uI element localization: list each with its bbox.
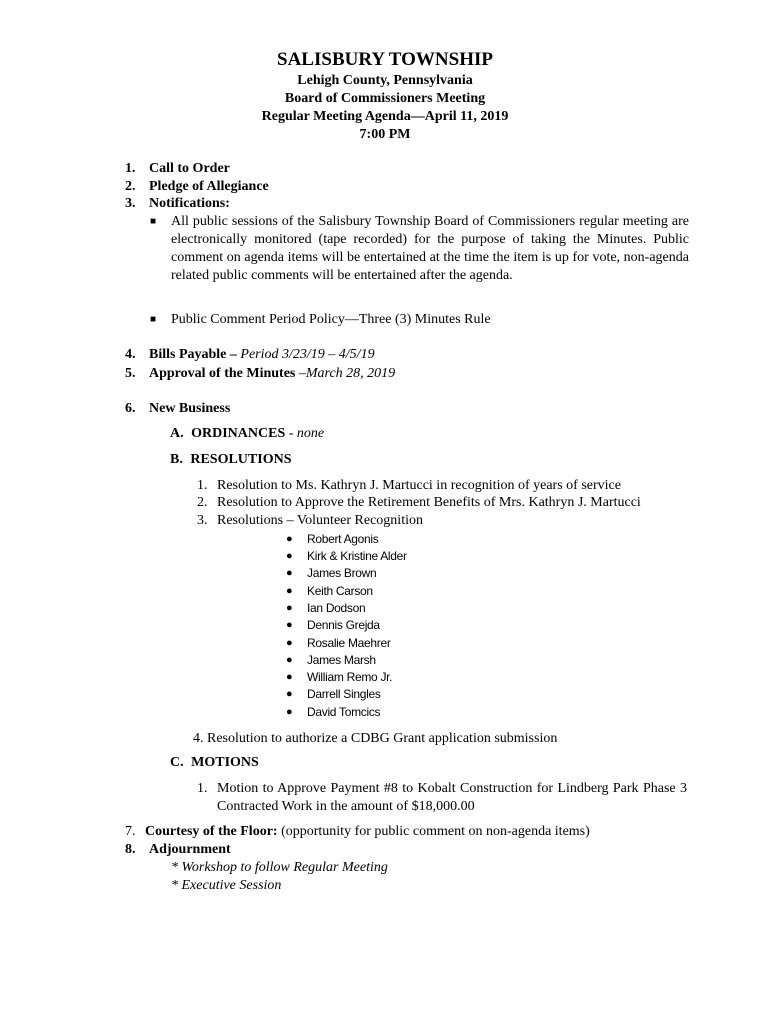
- bullet-icon: ●: [286, 688, 293, 700]
- item-label: Bills Payable –: [149, 347, 241, 362]
- section-separator: -: [285, 426, 297, 441]
- item-label: New Business: [149, 401, 231, 416]
- item-label: Adjournment: [149, 842, 231, 857]
- section-label: ORDINANCES: [191, 426, 286, 441]
- bullet-icon: ●: [286, 706, 293, 718]
- motion-text: Motion to Approve Payment #8 to Kobalt Construction for Lindberg Park Phase 3 Contracted Work in the amount of $18,000.00: [217, 781, 687, 814]
- ordinances-value: none: [296, 426, 325, 441]
- bullet-icon: ●: [286, 654, 293, 666]
- bills-period: Period 3/23/19 – 4/5/19: [240, 347, 375, 362]
- item-number: 7.: [125, 824, 136, 839]
- volunteer-name: Darrell Singles: [307, 687, 381, 701]
- township-title: SALISBURY TOWNSHIP: [277, 49, 493, 70]
- item-label: Approval of the Minutes: [149, 366, 299, 381]
- section-letter: C.: [170, 755, 184, 770]
- bullet-icon: ●: [286, 619, 293, 631]
- agenda-date-line: Regular Meeting Agenda—April 11, 2019: [261, 109, 509, 124]
- item-number: 2.: [125, 179, 136, 194]
- volunteer-name: James Marsh: [307, 653, 376, 667]
- board-line: Board of Commissioners Meeting: [284, 91, 486, 106]
- item-label: Pledge of Allegiance: [149, 179, 269, 194]
- item-number: 8.: [125, 842, 136, 857]
- bullet-icon: ●: [286, 602, 293, 614]
- motions-heading: [170, 754, 259, 772]
- resolution-cdbg: 4. Resolution to authorize a CDBG Grant application submission: [193, 731, 558, 746]
- resolution-text: Resolutions – Volunteer Recognition: [217, 513, 423, 528]
- item-number: 5.: [125, 366, 136, 381]
- bullet-icon: ●: [286, 567, 293, 579]
- comment-policy-text: Public Comment Period Policy—Three (3) Minutes Rule: [171, 312, 491, 327]
- item-number: 6.: [125, 401, 136, 416]
- item-label: Call to Order: [149, 161, 230, 176]
- section-label: RESOLUTIONS: [190, 452, 292, 467]
- county-line: Lehigh County, Pennsylvania: [297, 73, 473, 88]
- item-number: 4.: [125, 347, 136, 362]
- bullet-icon: ●: [286, 550, 293, 562]
- list-number: 1.: [197, 478, 208, 493]
- item-label: Courtesy of the Floor:: [145, 824, 278, 839]
- volunteer-name: Dennis Grejda: [307, 618, 380, 632]
- resolution-text: Resolution to Approve the Retirement Benefits of Mrs. Kathryn J. Martucci: [217, 495, 641, 510]
- volunteer-name: William Remo Jr.: [307, 670, 393, 684]
- item-number: 3.: [125, 196, 136, 211]
- resolutions-heading: [170, 451, 292, 469]
- courtesy-detail: (opportunity for public comment on non-agenda items): [277, 824, 590, 839]
- volunteer-name: Rosalie Maehrer: [307, 636, 391, 650]
- volunteer-name: Ian Dodson: [307, 601, 366, 615]
- bullet-icon: ●: [286, 637, 293, 649]
- bullet-icon: ●: [286, 585, 293, 597]
- section-letter: B.: [170, 452, 183, 467]
- square-bullet-icon: ■: [150, 314, 157, 325]
- bullet-icon: ●: [286, 671, 293, 683]
- volunteer-name: Robert Agonis: [307, 532, 379, 546]
- meeting-time: 7:00 PM: [359, 127, 411, 142]
- section-label: MOTIONS: [191, 755, 259, 770]
- minutes-date: –March 28, 2019: [298, 366, 396, 381]
- workshop-note: * Workshop to follow Regular Meeting: [171, 860, 388, 875]
- volunteer-name: Kirk & Kristine Alder: [307, 549, 407, 563]
- resolution-text: Resolution to Ms. Kathryn J. Martucci in recognition of years of service: [217, 478, 621, 493]
- item-label: Notifications:: [149, 196, 230, 211]
- volunteer-name: Keith Carson: [307, 584, 373, 598]
- list-number: 1.: [197, 781, 208, 796]
- item-number: 1.: [125, 161, 136, 176]
- ordinances-heading: [170, 425, 324, 443]
- volunteer-name: David Tomcics: [307, 705, 381, 719]
- bullet-icon: ●: [286, 533, 293, 545]
- list-number: 3.: [197, 513, 208, 528]
- section-letter: A.: [170, 426, 184, 441]
- list-number: 2.: [197, 495, 208, 510]
- square-bullet-icon: ■: [150, 216, 157, 227]
- notification-text: All public sessions of the Salisbury Township Board of Commissioners regular meeting are electronically monitored (tape recorded) for the purpose of taking the Minutes. Public comment on agenda items will be entertained at the time the item is up for vote, non-agenda related public comments will be entertained after the agenda.: [171, 214, 689, 283]
- executive-session-note: * Executive Session: [171, 878, 282, 893]
- volunteer-name: James Brown: [307, 566, 377, 580]
- agenda-header: [0, 48, 770, 144]
